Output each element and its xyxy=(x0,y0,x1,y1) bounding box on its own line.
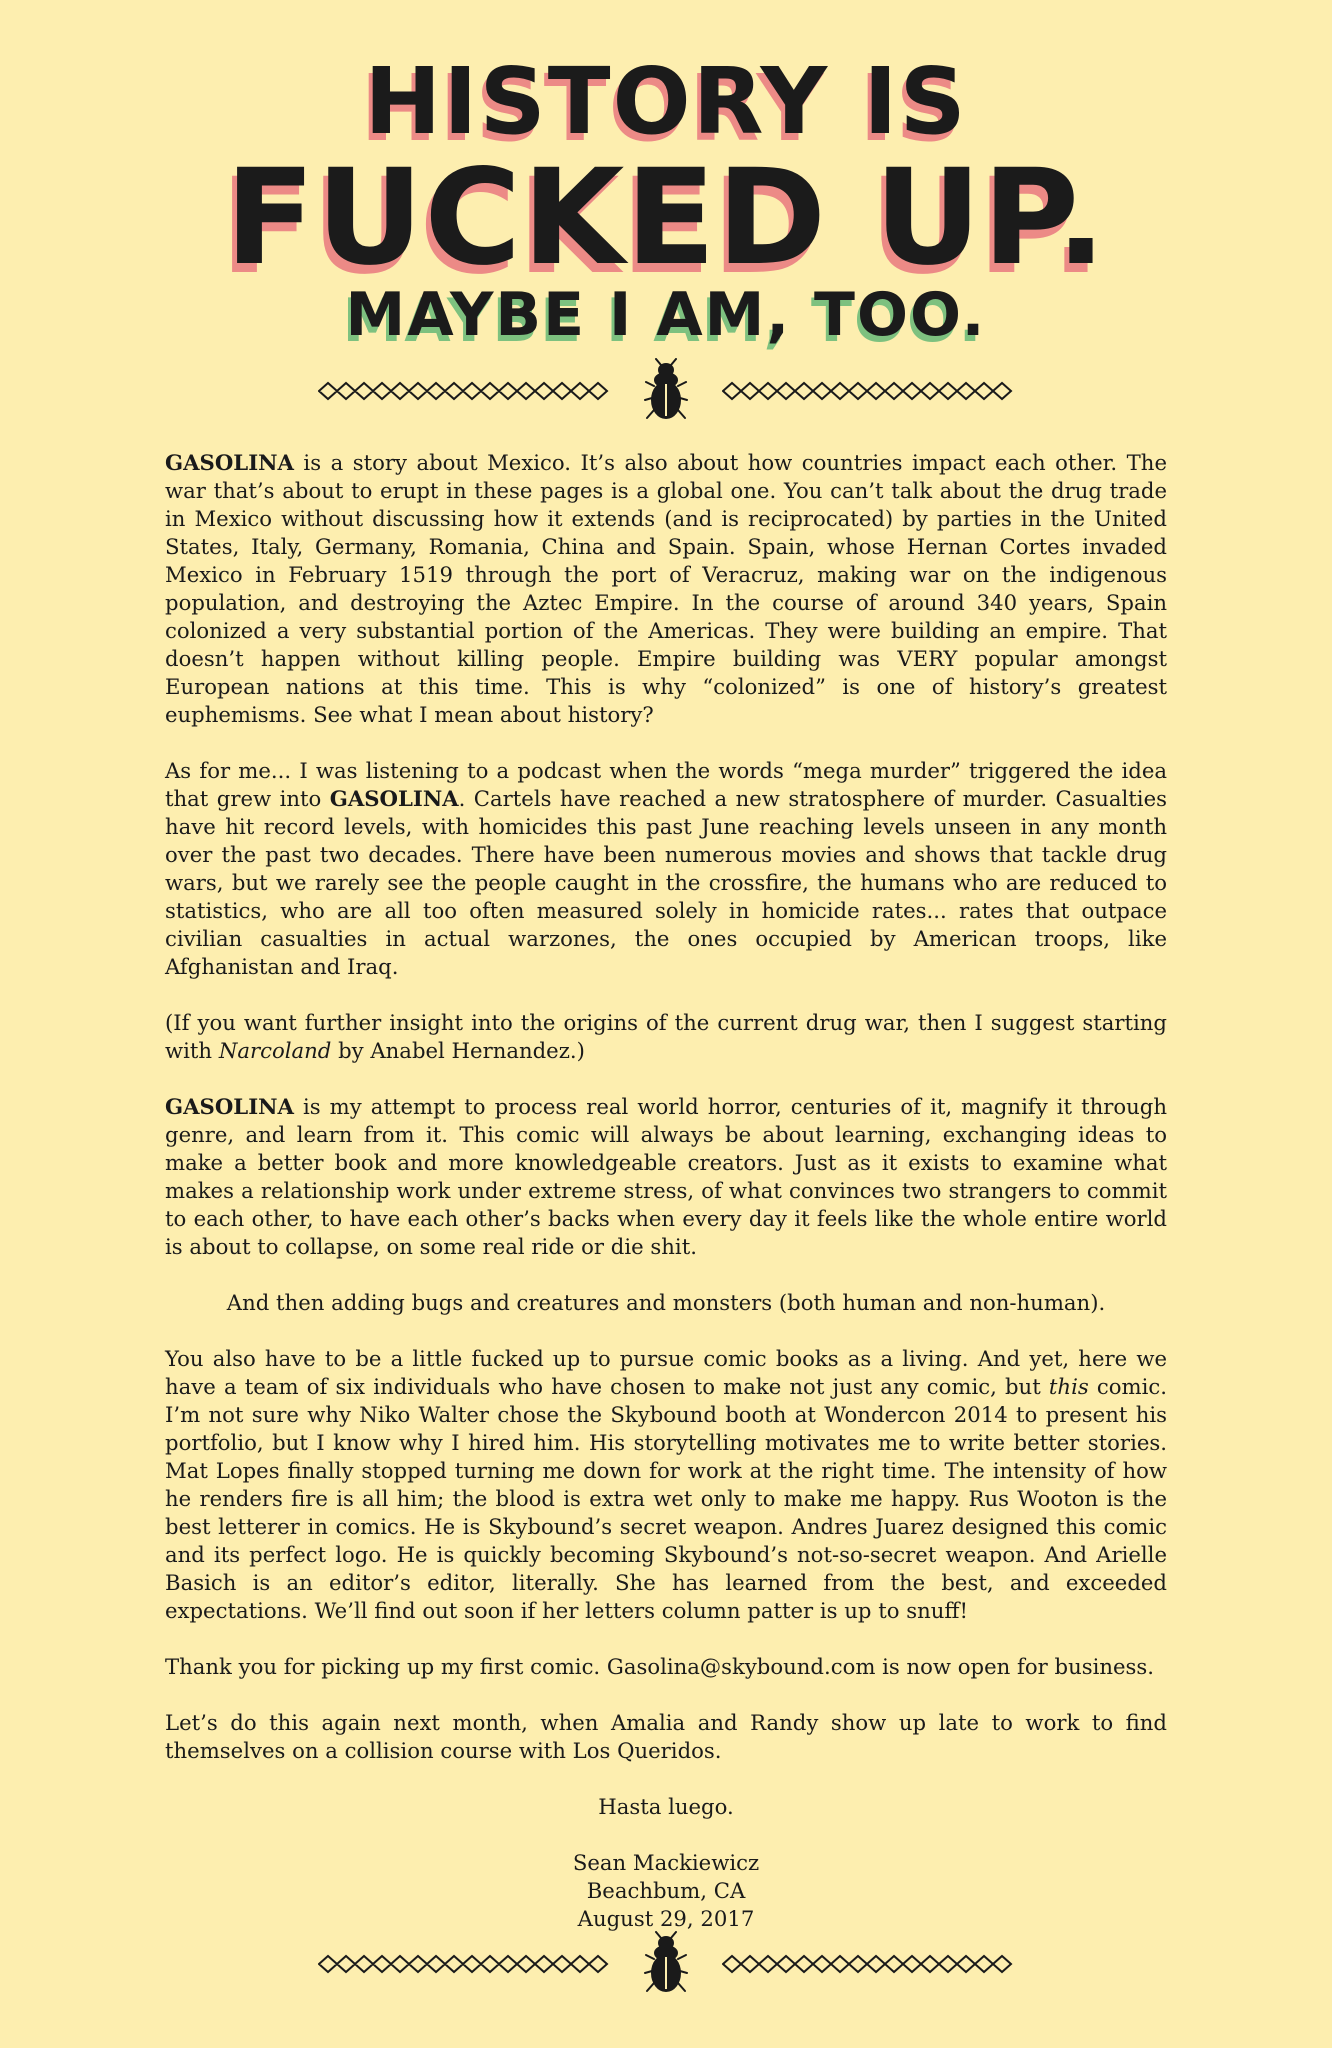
ornament-divider-top xyxy=(0,355,1332,427)
diamond-chain-left xyxy=(318,1954,610,1974)
title-mention: GASOLINA xyxy=(329,786,459,811)
signature-block xyxy=(165,1849,1167,1933)
paragraph-text: You also have to be a little fucked up to pursue comic books as a living. And yet, here we have a team of six individuals who have chosen to make not just any comic, but xyxy=(165,1346,1167,1399)
paragraph-origin xyxy=(165,757,1167,981)
paragraph-text: . Cartels have reached a new stratosphere of murder. Casualties have hit record levels, with homicides this past June reaching levels unseen in any month over the past two decades. There have been numerous movies and shows that tackle drug wars, but we rarely see the people caught in the crossfire, the humans who are reduced to statistics, who are all too often measured solely in homicide rates... rates that outpace civilian casualties in actual warzones, the ones occupied by American troops, like Afghanistan and Iraq. xyxy=(165,786,1167,979)
headline-line-1: HISTORY IS xyxy=(364,48,968,155)
paragraph-text: (If you want further insight into the origins of the current drug war, then I suggest starting with xyxy=(165,1010,1167,1063)
sign-off: Hasta luego. xyxy=(598,1794,734,1819)
paragraph-team xyxy=(165,1345,1167,1625)
paragraph-thanks: Thank you for picking up my first comic. Gasolina@skybound.com is now open for business. xyxy=(165,1654,1155,1679)
paragraph-text: comic. I’m not sure why Niko Walter chose the Skybound booth at Wondercon 2014 to present his portfolio, but I know why I hired him. His storytelling motivates me to write better stories. Mat Lopes finally stopped turning me down for work at the right time. The intensity of how he renders fire is all him; the blood is extra wet only to make me happy. Rus Wooton is the best letterer in comics. He is Skybound’s secret weapon. Andres Juarez designed this comic and its perfect logo. He is quickly becoming Skybound’s not-so-secret weapon. And Arielle Basich is an editor’s editor, literally. She has learned from the best, and exceeded expectations. We’ll find out soon if her letters column patter is up to snuff! xyxy=(165,1374,1167,1623)
diamond-chain-right xyxy=(722,381,1014,401)
paragraph-text: As for me... I was listening to a podcast when the words “mega murder” triggered the idea that grew into xyxy=(165,758,1167,811)
title-mention: GASOLINA xyxy=(165,450,294,475)
paragraph-purpose xyxy=(165,1093,1167,1261)
emphasis: this xyxy=(1048,1374,1089,1399)
title-mention: GASOLINA xyxy=(165,1094,294,1119)
beetle-icon xyxy=(644,358,688,424)
headline-line-2: FUCKED UP. xyxy=(224,141,1108,295)
diamond-chain-left xyxy=(318,381,610,401)
book-title: Narcoland xyxy=(218,1038,332,1063)
paragraph-text: is my attempt to process real world horror, centuries of it, magnify it through genre, and learn from it. This comic will always be about learning, exchanging ideas to make a better book and more knowledgeable creators. Just as it exists to examine what makes a relationship work under extreme stress, of what convinces two strangers to commit to each other, to have each other’s backs when every day it feels like the whole entire world is about to collapse, on some real ride or die shit. xyxy=(165,1094,1167,1259)
author-name: Sean Mackiewicz xyxy=(572,1850,760,1875)
diamond-chain-right xyxy=(722,1954,1014,1974)
subheadline: MAYBE I AM, TOO. xyxy=(345,280,987,350)
author-location: Beachbum, CA xyxy=(586,1878,746,1903)
paragraph-text: is a story about Mexico. It’s also about how countries impact each other. The war that’s about to erupt in these pages is a global one. You can’t talk about the drug trade in Mexico without discussing how it extends (and is reciprocated) by parties in the United States, Italy, Germany, Romania, China and Spain. Spain, whose Hernan Cortes invaded Mexico in February 1519 through the port of Veracruz, making war on the indigenous population, and destroying the Aztec Empire. In the course of around 340 years, Spain colonized a very substantial portion of the Americas. They were building an empire. That doesn’t happen without killing people. Empire building was VERY popular amongst European nations at this time. This is why “colonized” is one of history’s greatest euphemisms. See what I mean about history? xyxy=(165,450,1167,727)
letter-date: August 29, 2017 xyxy=(577,1906,755,1931)
paragraph-bugs: And then adding bugs and creatures and monsters (both human and non-human). xyxy=(226,1290,1106,1315)
letter-body xyxy=(165,449,1167,1933)
paragraph-text: by Anabel Hernandez.) xyxy=(331,1038,585,1063)
paragraph-reading-suggestion xyxy=(165,1009,1167,1065)
beetle-icon xyxy=(644,1931,688,1997)
ornament-divider-bottom xyxy=(0,1928,1332,2000)
paragraph-intro xyxy=(165,449,1167,729)
paragraph-next-month: Let’s do this again next month, when Amalia and Randy show up late to work to find themselves on a collision course with Los Queridos. xyxy=(165,1710,1167,1763)
